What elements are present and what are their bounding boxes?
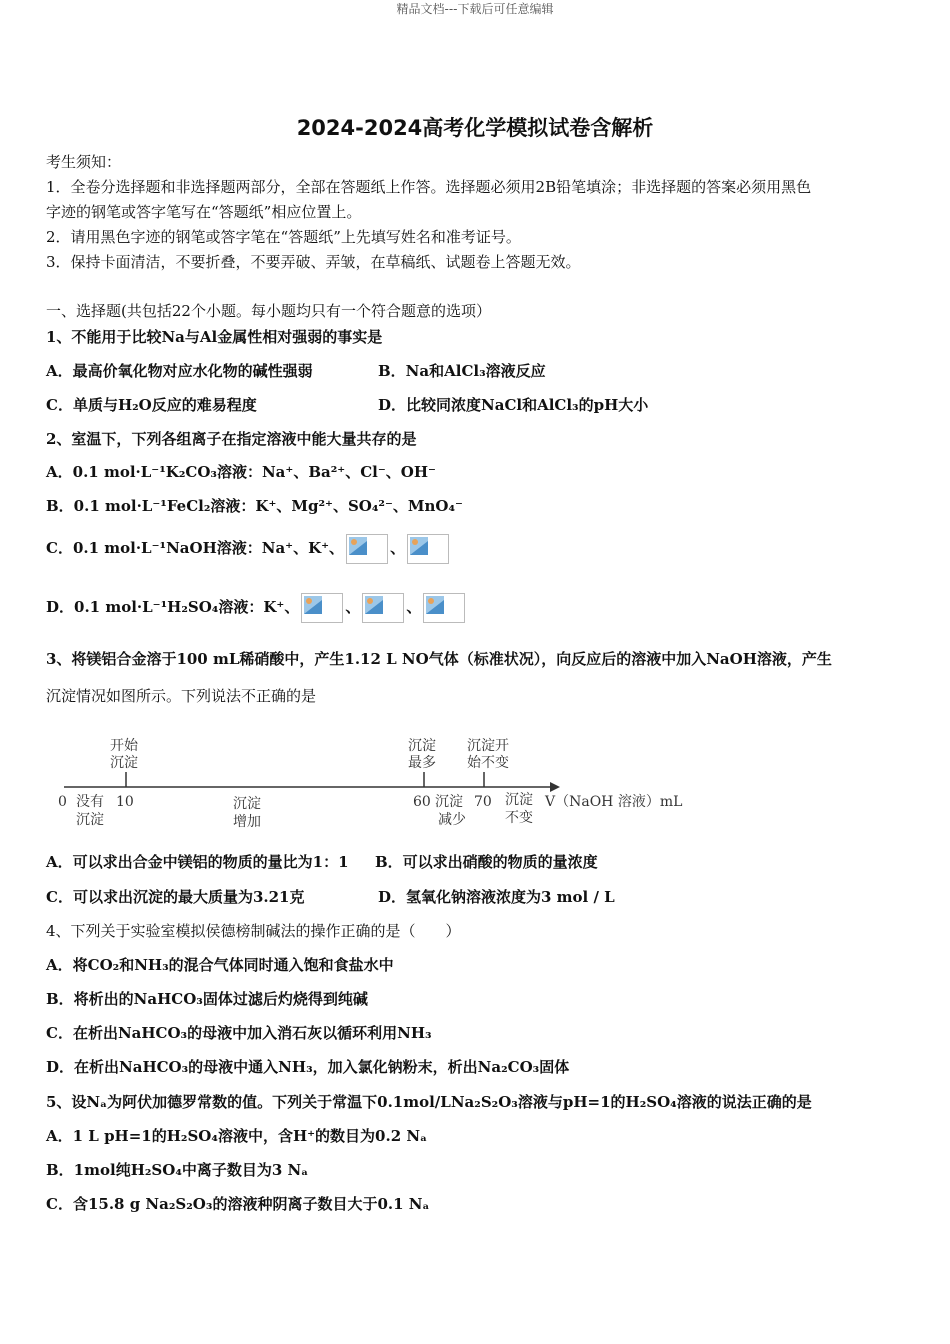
q3-option-b: B．可以求出硝酸的物质的量浓度 bbox=[375, 853, 598, 871]
q2-stem: 2、室温下，下列各组离子在指定溶液中能大量共存的是 bbox=[46, 430, 417, 448]
tick-0-label: 0 bbox=[58, 794, 67, 810]
broken-image-icon bbox=[423, 593, 465, 623]
label-increase-2: 增加 bbox=[233, 814, 261, 830]
q2-option-b: B．0.1 mol·L⁻¹FeCl₂溶液：K⁺、Mg²⁺、SO₄²⁻、MnO₄⁻ bbox=[46, 497, 463, 515]
section-heading: 一、选择题(共包括22个小题。每小题均只有一个符合题意的选项） bbox=[46, 302, 491, 320]
label-decrease-1: 沉淀 bbox=[435, 794, 463, 810]
q3-option-a: A．可以求出合金中镁铝的物质的量比为1：1 bbox=[46, 853, 349, 871]
notice-line-2: 2．请用黑色字迹的钢笔或答字笔在“答题纸”上先填写姓名和准考证号。 bbox=[46, 228, 521, 246]
axis-label: V（NaOH 溶液）mL bbox=[545, 794, 683, 810]
broken-image-icon bbox=[346, 534, 388, 564]
notice-line-1b: 字迹的钢笔或答字笔写在“答题纸”相应位置上。 bbox=[46, 203, 362, 221]
label-increase-1: 沉淀 bbox=[233, 796, 261, 812]
label-none-2: 沉淀 bbox=[76, 812, 104, 828]
broken-image-icon bbox=[362, 593, 404, 623]
precipitation-diagram bbox=[50, 728, 730, 838]
q4-option-c: C．在析出NaHCO₃的母液中加入消石灰以循环利用NH₃ bbox=[46, 1024, 432, 1042]
q5-option-b: B．1mol纯H₂SO₄中离子数目为3 Nₐ bbox=[46, 1161, 309, 1179]
q4-stem: 4、下列关于实验室模拟侯德榜制碱法的操作正确的是（ ） bbox=[46, 922, 461, 940]
q2-option-d-text: D．0.1 mol·L⁻¹H₂SO₄溶液：K⁺、 bbox=[46, 598, 300, 616]
q5-option-a: A．1 L pH=1的H₂SO₄溶液中，含H⁺的数目为0.2 Nₐ bbox=[46, 1127, 428, 1145]
q5-option-c: C．含15.8 g Na₂S₂O₃的溶液种阴离子数目大于0.1 Nₐ bbox=[46, 1195, 430, 1213]
label-max-1: 沉淀 bbox=[408, 738, 436, 754]
label-max-2: 最多 bbox=[408, 755, 436, 771]
notice-heading: 考生须知： bbox=[46, 153, 122, 171]
q1-option-c: C．单质与H₂O反应的难易程度 bbox=[46, 396, 257, 414]
notice-line-3: 3．保持卡面清洁，不要折叠，不要弄破、弄皱，在草稿纸、试题卷上答题无效。 bbox=[46, 253, 581, 271]
label-constant-1: 沉淀开 bbox=[467, 738, 509, 754]
tick-10-label: 10 bbox=[116, 794, 134, 810]
broken-image-icon bbox=[301, 593, 343, 623]
q1-stem: 1、不能用于比较Na与Al金属性相对强弱的事实是 bbox=[46, 328, 383, 346]
q3-stem-2: 沉淀情况如图所示。下列说法不正确的是 bbox=[46, 687, 317, 705]
broken-image-icon bbox=[407, 534, 449, 564]
label-none-1: 没有 bbox=[76, 794, 104, 810]
q3-stem-1: 3、将镁铝合金溶于100 mL稀硝酸中，产生1.12 L NO气体（标准状况），向反应后的溶液中加入NaOH溶液，产生 bbox=[46, 650, 832, 668]
q2-option-d: D．0.1 mol·L⁻¹H₂SO₄溶液：K⁺、 、 、 bbox=[46, 593, 467, 623]
label-constant-2: 始不变 bbox=[467, 755, 509, 771]
axis-arrow-icon bbox=[550, 782, 560, 792]
q2-option-c-text: C．0.1 mol·L⁻¹NaOH溶液：Na⁺、K⁺、 bbox=[46, 539, 345, 557]
label-start-2: 沉淀 bbox=[110, 755, 138, 771]
label-start-1: 开始 bbox=[110, 738, 138, 754]
notice-line-1a: 1．全卷分选择题和非选择题两部分，全部在答题纸上作答。选择题必须用2B铅笔填涂；非选择题的答案必须用黑色 bbox=[46, 178, 812, 196]
q1-option-b: B．Na和AlCl₃溶液反应 bbox=[378, 362, 546, 380]
q3-option-c: C．可以求出沉淀的最大质量为3.21克 bbox=[46, 888, 305, 906]
label-unchanged-1: 沉淀 bbox=[505, 792, 533, 808]
label-unchanged-2: 不变 bbox=[505, 810, 533, 826]
q5-stem: 5、设Nₐ为阿伏加德罗常数的值。下列关于常温下0.1mol/LNa₂S₂O₃溶液与pH=1的H₂SO₄溶液的说法正确的是 bbox=[46, 1093, 812, 1111]
q1-option-a: A．最高价氧化物对应水化物的碱性强弱 bbox=[46, 362, 313, 380]
q2-option-c: C．0.1 mol·L⁻¹NaOH溶液：Na⁺、K⁺、 、 bbox=[46, 534, 451, 564]
q1-option-d: D．比较同浓度NaCl和AlCl₃的pH大小 bbox=[378, 396, 649, 414]
q4-option-a: A．将CO₂和NH₃的混合气体同时通入饱和食盐水中 bbox=[46, 956, 394, 974]
q4-option-b: B．将析出的NaHCO₃固体过滤后灼烧得到纯碱 bbox=[46, 990, 368, 1008]
label-decrease-2: 减少 bbox=[438, 812, 466, 828]
page-header: 精品文档---下载后可任意编辑 bbox=[396, 2, 554, 16]
q4-option-d: D．在析出NaHCO₃的母液中通入NH₃，加入氯化钠粉末，析出Na₂CO₃固体 bbox=[46, 1058, 570, 1076]
tick-60-label: 60 bbox=[413, 794, 431, 810]
q3-option-d: D．氢氧化钠溶液浓度为3 mol / L bbox=[378, 888, 615, 906]
page-title: 2024-2024高考化学模拟试卷含解析 bbox=[296, 116, 654, 140]
tick-70-label: 70 bbox=[474, 794, 492, 810]
q2-option-a: A．0.1 mol·L⁻¹K₂CO₃溶液：Na⁺、Ba²⁺、Cl⁻、OH⁻ bbox=[46, 463, 436, 481]
